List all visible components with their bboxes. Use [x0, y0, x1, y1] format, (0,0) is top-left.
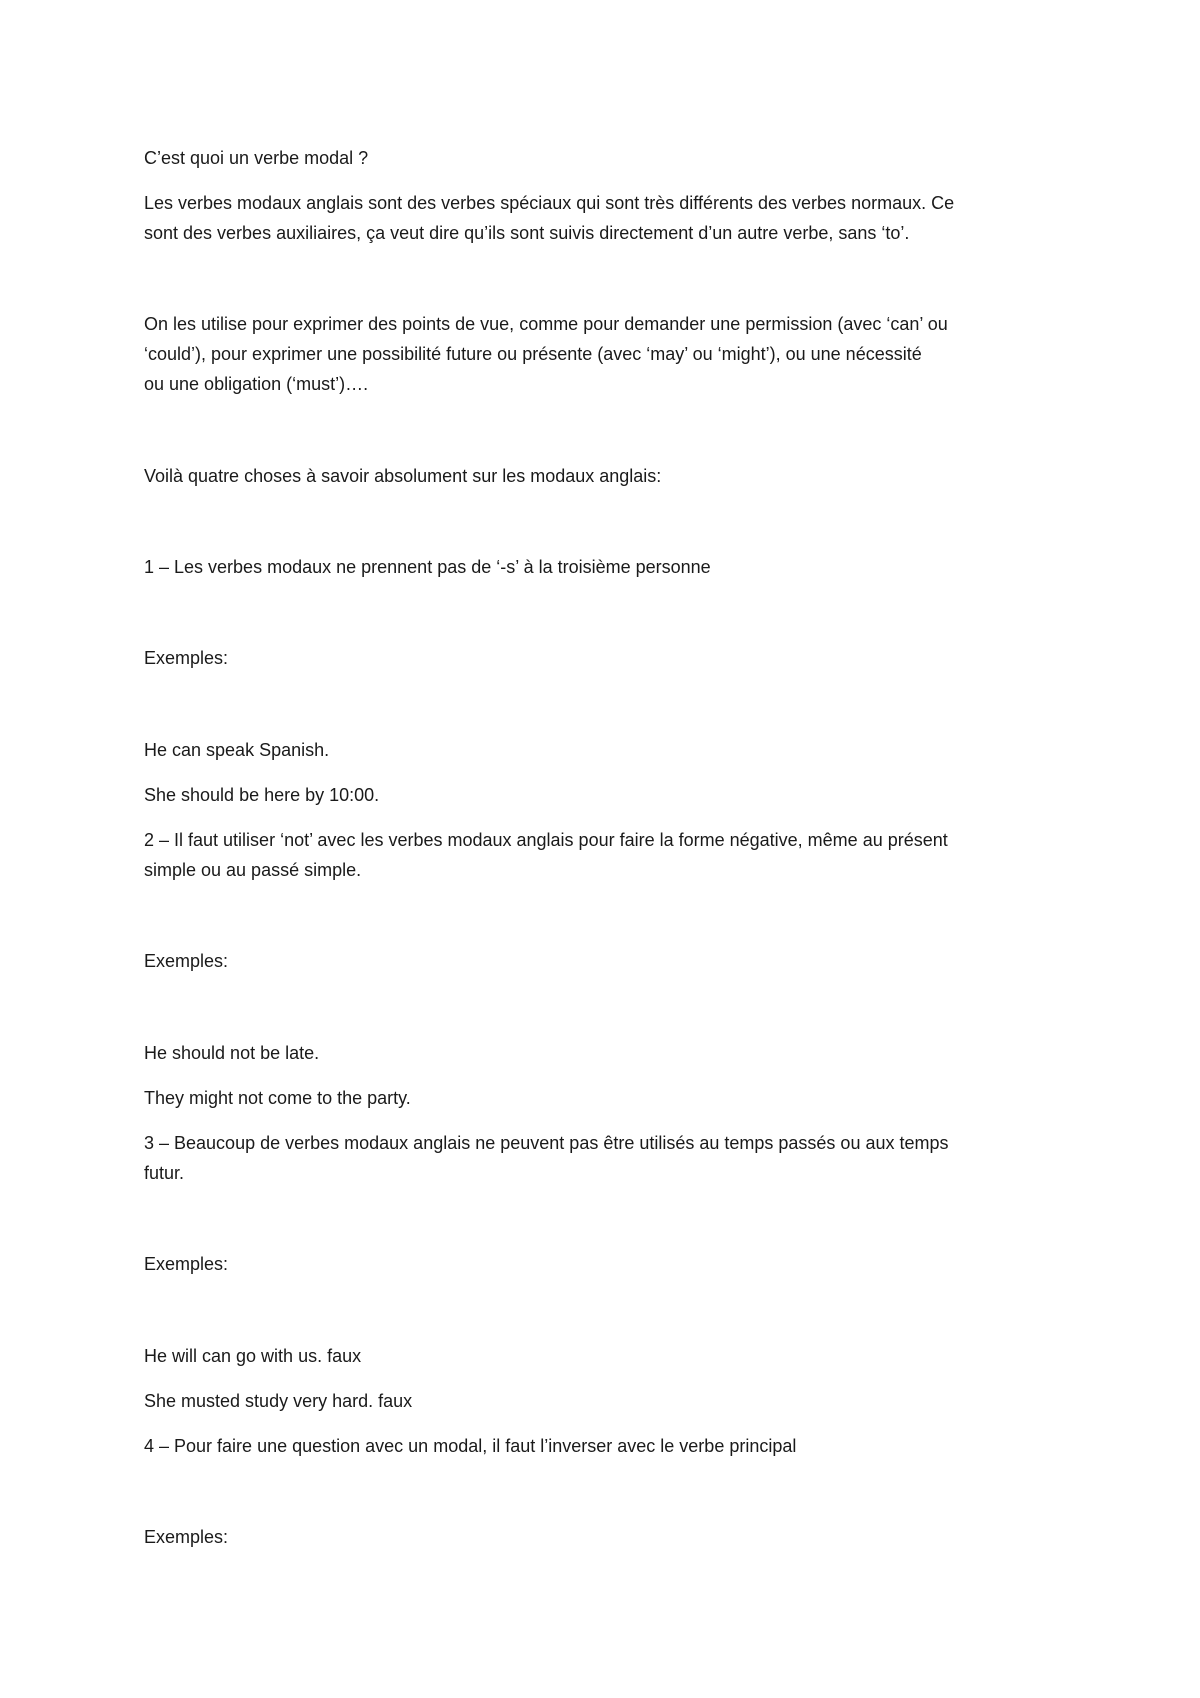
rule-2-line-2: simple ou au passé simple. — [144, 860, 362, 880]
four-things-line: Voilà quatre choses à savoir absolument sur les modaux anglais: — [144, 466, 662, 486]
examples-label-1: Exemples: — [144, 648, 229, 668]
example-3a: He will can go with us. faux — [144, 1346, 362, 1366]
rule-4: 4 – Pour faire une question avec un modal, il faut l’inverser avec le verbe principal — [144, 1436, 797, 1456]
example-2b: They might not come to the party. — [144, 1088, 411, 1108]
usage-line-2: ‘could’), pour exprimer une possibilité future ou présente (avec ‘may’ ou ‘might’), ou une nécessité — [144, 344, 922, 364]
intro-line-2: sont des verbes auxiliaires, ça veut dire qu’ils sont suivis directement d’un autre verbe, sans ‘to’. — [144, 223, 910, 243]
examples-label-2: Exemples: — [144, 951, 229, 971]
rule-2-line-1: 2 – Il faut utiliser ‘not’ avec les verbes modaux anglais pour faire la forme négative, même au présent — [144, 830, 948, 850]
example-3b: She musted study very hard. faux — [144, 1391, 413, 1411]
usage-line-1: On les utilise pour exprimer des points de vue, comme pour demander une permission (avec ‘can’ ou — [144, 314, 948, 334]
rule-3-line-2: futur. — [144, 1163, 185, 1183]
example-2a: He should not be late. — [144, 1043, 320, 1063]
rule-1: 1 – Les verbes modaux ne prennent pas de ‘-s’ à la troisième personne — [144, 557, 711, 577]
example-1a: He can speak Spanish. — [144, 740, 330, 760]
heading-question: C’est quoi un verbe modal ? — [144, 148, 369, 168]
usage-line-3: ou une obligation (‘must’)…. — [144, 374, 369, 394]
example-1b: She should be here by 10:00. — [144, 785, 380, 805]
intro-line-1: Les verbes modaux anglais sont des verbes spéciaux qui sont très différents des verbes normaux. Ce — [144, 193, 955, 213]
examples-label-3: Exemples: — [144, 1254, 229, 1274]
rule-3-line-1: 3 – Beaucoup de verbes modaux anglais ne peuvent pas être utilisés au temps passés ou aux temps — [144, 1133, 949, 1153]
examples-label-4: Exemples: — [144, 1527, 229, 1547]
